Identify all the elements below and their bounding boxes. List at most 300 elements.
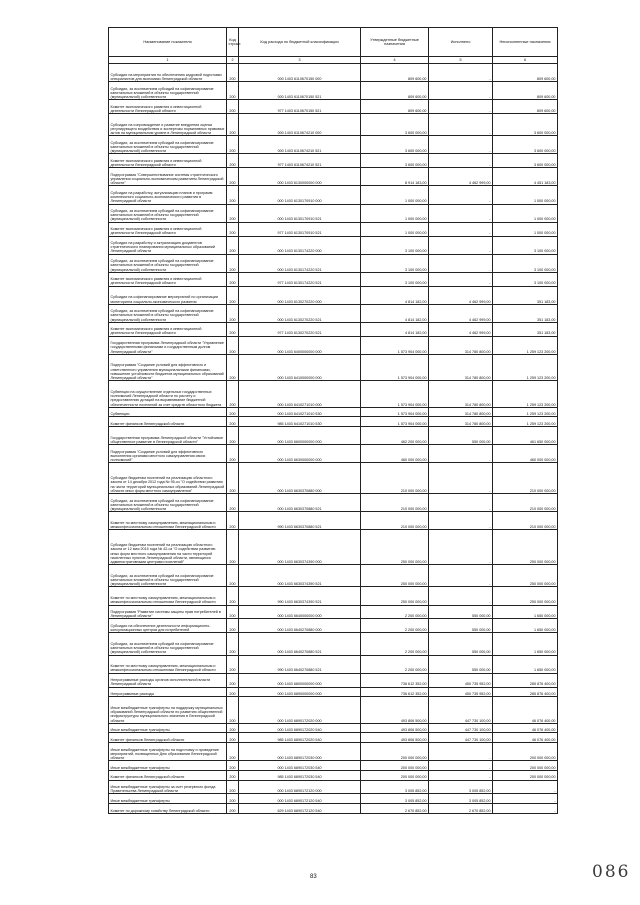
- cell-approved: 2 670 852,00: [361, 804, 429, 814]
- cell-approved: 1 573 904 000,00: [361, 407, 429, 417]
- cell-code: 000 1403 6130270220 521: [239, 304, 361, 322]
- cell-code: 977 1403 6130170910 521: [239, 222, 361, 236]
- cell-name: Комитет экономического развития и инвестиционной деятельности Ленинградской области: [109, 222, 227, 236]
- cell-code: 000 1403 6600000000 000: [239, 427, 361, 445]
- cell-approved: 3 100 000,00: [361, 236, 429, 254]
- cell-line: 200: [227, 743, 239, 761]
- column-number: 2: [227, 57, 239, 64]
- column-number: 1: [109, 57, 227, 64]
- cell-approved: 809 600,00: [361, 100, 429, 114]
- table-body: [109, 64, 558, 814]
- cell-code: 000 1403 6800000000 000: [239, 673, 361, 687]
- cell-executed: 550 000,00: [429, 633, 493, 655]
- table-row: [109, 272, 558, 286]
- cell-line: 200: [227, 761, 239, 771]
- table-row: [109, 761, 558, 771]
- column-number-row: [109, 57, 558, 64]
- cell-code: 000 1403 6110670150 000: [239, 64, 361, 82]
- cell-name: Субсидии бюджетам поселений на реализацию областного закона от 12 мая 2015 года № 42-оз "О содействии развитию иных форм местного самоуправления на части территорий населенных пунктов Ленинградской области, являющихся административными центрами поселений": [109, 530, 227, 565]
- table-row: [109, 286, 558, 304]
- table-row: [109, 304, 558, 322]
- cell-code: 000 1403 6110674210 000: [239, 114, 361, 136]
- header-name: Наименование показателя: [109, 28, 227, 57]
- cell-executed: -: [429, 136, 493, 154]
- cell-executed: 550 000,00: [429, 427, 493, 445]
- cell-line: 200: [227, 186, 239, 204]
- cell-unexecuted: 1 650 000,00: [493, 655, 558, 673]
- cell-name: Иные межбюджетные трансферты за счет резервного фонда Правительства Ленинградской области: [109, 780, 227, 794]
- cell-line: 200: [227, 733, 239, 743]
- cell-name: Комитет финансов Ленинградской области: [109, 770, 227, 780]
- cell-name: Подпрограмма "Развитие системы защиты прав потребителей в Ленинградской области": [109, 605, 227, 619]
- table-row: [109, 427, 558, 445]
- table-row: [109, 222, 558, 236]
- cell-unexecuted: 1 650 000,00: [493, 633, 558, 655]
- cell-code: 000 1403 6630370880 521: [239, 494, 361, 512]
- cell-code: 000 1403 6640270880 000: [239, 619, 361, 633]
- cell-executed: -: [429, 761, 493, 771]
- cell-name: Комитет финансов Ленинградской области: [109, 417, 227, 427]
- cell-unexecuted: 46 076 400,00: [493, 697, 558, 724]
- cell-approved: 3 600 000,00: [361, 136, 429, 154]
- cell-name: Субсидии на разработку и актуализацию документов стратегического планирования муниципальных образований Ленинградской области: [109, 236, 227, 254]
- cell-approved: 3 100 000,00: [361, 272, 429, 286]
- cell-executed: -: [429, 272, 493, 286]
- cell-executed: 450 735 952,00: [429, 673, 493, 687]
- table-row: [109, 804, 558, 814]
- table-row: [109, 236, 558, 254]
- cell-unexecuted: -: [493, 794, 558, 804]
- cell-unexecuted: 210 000 000,00: [493, 512, 558, 530]
- cell-unexecuted: 1 259 123 200,00: [493, 336, 558, 354]
- cell-unexecuted: 285 876 400,00: [493, 687, 558, 697]
- cell-unexecuted: 3 600 000,00: [493, 114, 558, 136]
- cell-name: Иные межбюджетные трансферты: [109, 761, 227, 771]
- cell-line: 200: [227, 272, 239, 286]
- cell-approved: 1 573 904 000,00: [361, 417, 429, 427]
- cell-line: 200: [227, 697, 239, 724]
- page-number: 83: [310, 874, 317, 880]
- cell-executed: 3 005 852,00: [429, 794, 493, 804]
- cell-executed: -: [429, 463, 493, 494]
- cell-code: 990 1403 6630374390 521: [239, 587, 361, 605]
- table-row: [109, 381, 558, 408]
- cell-unexecuted: 200 000 000,00: [493, 761, 558, 771]
- cell-approved: 200 000 000,00: [361, 761, 429, 771]
- cell-executed: -: [429, 82, 493, 100]
- header-approved: Утвержденные бюджетные назначения: [361, 28, 429, 57]
- table-row: [109, 82, 558, 100]
- cell-unexecuted: 1 259 123 200,00: [493, 417, 558, 427]
- cell-executed: 447 730 100,00: [429, 697, 493, 724]
- table-row: [109, 565, 558, 587]
- cell-executed: 4 462 999,00: [429, 286, 493, 304]
- cell-executed: -: [429, 565, 493, 587]
- cell-line: 200: [227, 114, 239, 136]
- cell-executed: -: [429, 154, 493, 168]
- table-row: [109, 673, 558, 687]
- cell-line: 200: [227, 587, 239, 605]
- table-row: [109, 530, 558, 565]
- cell-line: 200: [227, 407, 239, 417]
- cell-approved: 493 806 500,00: [361, 697, 429, 724]
- cell-approved: 1 000 000,00: [361, 186, 429, 204]
- cell-approved: 736 612 352,00: [361, 673, 429, 687]
- cell-unexecuted: 1 259 123 200,00: [493, 354, 558, 381]
- table-row: [109, 619, 558, 633]
- cell-unexecuted: 200 000 000,00: [493, 770, 558, 780]
- cell-line: 200: [227, 619, 239, 633]
- cell-line: 200: [227, 286, 239, 304]
- cell-approved: 4 814 182,00: [361, 286, 429, 304]
- cell-approved: 210 000 000,00: [361, 494, 429, 512]
- cell-line: 200: [227, 494, 239, 512]
- cell-approved: 2 200 000,00: [361, 605, 429, 619]
- cell-code: 000 1403 6890172030 540: [239, 761, 361, 771]
- cell-code: 990 1403 6630370880 521: [239, 512, 361, 530]
- cell-unexecuted: 809 600,00: [493, 82, 558, 100]
- table-row: [109, 322, 558, 336]
- table-row: [109, 186, 558, 204]
- table-row: [109, 354, 558, 381]
- table-row: [109, 204, 558, 222]
- cell-name: Субсидии на обеспечение деятельности информационно-консультационных центров для потребителей: [109, 619, 227, 633]
- cell-approved: 210 000 000,00: [361, 463, 429, 494]
- cell-line: 200: [227, 530, 239, 565]
- cell-code: 000 1403 6640270880 521: [239, 633, 361, 655]
- cell-executed: 4 462 999,00: [429, 168, 493, 186]
- cell-name: Комитет по местному самоуправлению, межнациональным и межконфессиональным отношениям Ленинградской области: [109, 512, 227, 530]
- cell-line: 200: [227, 236, 239, 254]
- cell-code: 000 1403 6130270220 000: [239, 286, 361, 304]
- table-row: [109, 417, 558, 427]
- cell-executed: 2 670 852,00: [429, 804, 493, 814]
- cell-code: 000 1403 6890172020 000: [239, 697, 361, 724]
- cell-executed: 3 005 852,00: [429, 780, 493, 794]
- cell-code: 000 1403 6130170910 000: [239, 186, 361, 204]
- cell-executed: -: [429, 512, 493, 530]
- cell-line: 200: [227, 673, 239, 687]
- cell-name: Иные межбюджетные трансферты: [109, 723, 227, 733]
- cell-approved: 2 200 000,00: [361, 633, 429, 655]
- cell-unexecuted: 3 600 000,00: [493, 154, 558, 168]
- cell-name: Непрограммные расходы: [109, 687, 227, 697]
- cell-executed: 314 780 800,00: [429, 407, 493, 417]
- cell-approved: 4 814 182,00: [361, 322, 429, 336]
- cell-approved: 3 005 852,00: [361, 794, 429, 804]
- cell-code: 000 1403 6630374390 000: [239, 530, 361, 565]
- cell-name: Комитет экономического развития и инвестиционной деятельности Ленинградской области: [109, 322, 227, 336]
- cell-line: 200: [227, 322, 239, 336]
- cell-name: Субсидии, за исключением субсидий на софинансирование капитальных вложений в объекты государственной (муниципальной) собственности: [109, 633, 227, 655]
- header-executed: Исполнено: [429, 28, 493, 57]
- cell-name: Подпрограмма "Совершенствование системы стратегического управления социально-экономическим развитием Ленинградской области": [109, 168, 227, 186]
- table-row: [109, 100, 558, 114]
- cell-name: Субсидии, за исключением субсидий на софинансирование капитальных вложений в объекты государственной (муниципальной) собственности: [109, 565, 227, 587]
- cell-name: Комитет экономического развития и инвестиционной деятельности Ленинградской области: [109, 100, 227, 114]
- budget-execution-table: [108, 27, 558, 814]
- cell-unexecuted: -: [493, 780, 558, 794]
- table-row: [109, 336, 558, 354]
- cell-unexecuted: 1 650 000,00: [493, 619, 558, 633]
- cell-line: 200: [227, 381, 239, 408]
- cell-executed: 314 780 800,00: [429, 417, 493, 427]
- cell-executed: 450 735 952,00: [429, 687, 493, 697]
- cell-line: 200: [227, 82, 239, 100]
- table-row: [109, 697, 558, 724]
- cell-executed: 4 462 999,00: [429, 304, 493, 322]
- cell-unexecuted: 1 000 000,00: [493, 222, 558, 236]
- cell-unexecuted: 3 100 000,00: [493, 254, 558, 272]
- cell-unexecuted: 285 876 400,00: [493, 673, 558, 687]
- cell-unexecuted: 3 600 000,00: [493, 136, 558, 154]
- column-number: 3: [239, 57, 361, 64]
- table-row: [109, 64, 558, 82]
- cell-approved: 250 000 000,00: [361, 587, 429, 605]
- cell-unexecuted: 809 600,00: [493, 100, 558, 114]
- cell-line: 200: [227, 136, 239, 154]
- cell-unexecuted: 351 183,00: [493, 322, 558, 336]
- cell-line: 200: [227, 64, 239, 82]
- cell-line: 200: [227, 354, 239, 381]
- cell-executed: -: [429, 770, 493, 780]
- cell-approved: 3 100 000,00: [361, 254, 429, 272]
- cell-unexecuted: 809 600,00: [493, 64, 558, 82]
- cell-line: 200: [227, 204, 239, 222]
- cell-line: 200: [227, 605, 239, 619]
- cell-executed: -: [429, 587, 493, 605]
- cell-name: Комитет по дорожному хозяйству Ленинградской области: [109, 804, 227, 814]
- cell-executed: -: [429, 445, 493, 463]
- cell-line: 200: [227, 336, 239, 354]
- cell-approved: 809 600,00: [361, 82, 429, 100]
- cell-unexecuted: 1 259 123 200,00: [493, 381, 558, 408]
- cell-executed: -: [429, 743, 493, 761]
- cell-unexecuted: 4 451 183,00: [493, 168, 558, 186]
- cell-code: 000 1403 6130174220 521: [239, 254, 361, 272]
- cell-unexecuted: -: [493, 804, 558, 814]
- cell-name: Субсидии, за исключением субсидий на софинансирование капитальных вложений в объекты государственной (муниципальной) собственности: [109, 304, 227, 322]
- cell-unexecuted: 210 000 000,00: [493, 463, 558, 494]
- cell-line: 200: [227, 304, 239, 322]
- cell-code: 990 1403 6640270880 521: [239, 655, 361, 673]
- table-header-row: [109, 28, 558, 57]
- cell-executed: 550 000,00: [429, 619, 493, 633]
- cell-name: Комитет финансов Ленинградской области: [109, 733, 227, 743]
- cell-approved: 1 000 000,00: [361, 204, 429, 222]
- cell-unexecuted: 351 183,00: [493, 286, 558, 304]
- cell-unexecuted: 46 076 400,00: [493, 733, 558, 743]
- table-row: [109, 655, 558, 673]
- table-row: [109, 494, 558, 512]
- cell-executed: 550 000,00: [429, 655, 493, 673]
- cell-code: 000 1403 6130174220 000: [239, 236, 361, 254]
- cell-unexecuted: 3 100 000,00: [493, 272, 558, 286]
- cell-approved: 1 573 904 000,00: [361, 336, 429, 354]
- cell-executed: -: [429, 494, 493, 512]
- cell-name: Иные межбюджетные трансферты на подготовку и проведение мероприятий, посвященных Дню образования Ленинградской области: [109, 743, 227, 761]
- cell-approved: 200 000 000,00: [361, 743, 429, 761]
- cell-code: 000 1403 6130170910 521: [239, 204, 361, 222]
- cell-line: 200: [227, 100, 239, 114]
- cell-name: Субсидии на софинансирование мероприятий по организации мониторинга социально-экономического развития: [109, 286, 227, 304]
- table-row: [109, 687, 558, 697]
- table-row: [109, 780, 558, 794]
- cell-approved: 493 806 500,00: [361, 723, 429, 733]
- cell-approved: 1 000 000,00: [361, 222, 429, 236]
- cell-code: 977 1403 6110674210 521: [239, 154, 361, 168]
- cell-code: 000 1403 6890172120 540: [239, 794, 361, 804]
- cell-approved: 4 814 182,00: [361, 304, 429, 322]
- header-line: Код строки: [227, 28, 239, 57]
- cell-approved: 210 000 000,00: [361, 512, 429, 530]
- header-code: Код расхода по бюджетной классификации: [239, 28, 361, 57]
- cell-line: 200: [227, 687, 239, 697]
- cell-name: Субсидии на разработку, актуализацию планов и программ комплексного социально-экономического развития в Ленинградской области: [109, 186, 227, 204]
- column-number: 4: [361, 57, 429, 64]
- cell-approved: 250 000 000,00: [361, 530, 429, 565]
- cell-unexecuted: 1 000 000,00: [493, 204, 558, 222]
- cell-code: 000 1403 6630370880 000: [239, 463, 361, 494]
- cell-unexecuted: 250 000 000,00: [493, 565, 558, 587]
- cell-unexecuted: 351 183,00: [493, 304, 558, 322]
- cell-line: 200: [227, 417, 239, 427]
- cell-code: 000 1403 6410000000 000: [239, 354, 361, 381]
- cell-code: 000 1403 6130000000 000: [239, 168, 361, 186]
- cell-unexecuted: 460 000 000,00: [493, 445, 558, 463]
- cell-code: 000 1403 6890172120 000: [239, 780, 361, 794]
- cell-approved: 200 000 000,00: [361, 770, 429, 780]
- cell-name: Субсидии, за исключением субсидий на софинансирование капитальных вложений в объекты государственной (муниципальной) собственности: [109, 82, 227, 100]
- header-unexecuted: Неисполненные назначения: [493, 28, 558, 57]
- cell-executed: 447 730 100,00: [429, 723, 493, 733]
- table-row: [109, 168, 558, 186]
- table-row: [109, 733, 558, 743]
- cell-code: 977 1403 6130174220 521: [239, 272, 361, 286]
- table-row: [109, 605, 558, 619]
- cell-code: 985 1403 6890172020 540: [239, 733, 361, 743]
- cell-executed: 314 780 800,00: [429, 336, 493, 354]
- table-row: [109, 723, 558, 733]
- cell-line: 200: [227, 254, 239, 272]
- cell-unexecuted: 250 000 000,00: [493, 530, 558, 565]
- cell-line: 200: [227, 222, 239, 236]
- table-row: [109, 136, 558, 154]
- cell-line: 200: [227, 633, 239, 655]
- cell-line: 200: [227, 780, 239, 794]
- cell-unexecuted: 250 000 000,00: [493, 587, 558, 605]
- cell-unexecuted: 1 000 000,00: [493, 186, 558, 204]
- cell-name: Иные межбюджетные трансферты на поддержку муниципальных образований Ленинградской области по развитию общественной инфраструктуры муниципального значения в Ленинградской области: [109, 697, 227, 724]
- cell-name: Комитет по местному самоуправлению, межнациональным и межконфессиональным отношениям Ленинградской области: [109, 587, 227, 605]
- cell-line: 200: [227, 154, 239, 168]
- cell-approved: 8 914 183,00: [361, 168, 429, 186]
- cell-name: Комитет по местному самоуправлению, межнациональным и межконфессиональным отношениям Ленинградской области: [109, 655, 227, 673]
- cell-name: Субсидии, за исключением субсидий на софинансирование капитальных вложений в объекты государственной (муниципальной) собственности: [109, 204, 227, 222]
- cell-approved: 3 005 852,00: [361, 780, 429, 794]
- cell-approved: 3 600 000,00: [361, 154, 429, 168]
- cell-line: 200: [227, 463, 239, 494]
- cell-line: 200: [227, 445, 239, 463]
- cell-executed: 4 462 999,00: [429, 322, 493, 336]
- cell-code: 985 1403 6890172030 540: [239, 770, 361, 780]
- cell-unexecuted: 3 100 000,00: [493, 236, 558, 254]
- cell-executed: 447 730 100,00: [429, 733, 493, 743]
- table-row: [109, 254, 558, 272]
- table-row: [109, 407, 558, 417]
- cell-line: 200: [227, 723, 239, 733]
- table-row: [109, 794, 558, 804]
- cell-code: 000 1403 6410271010 000: [239, 381, 361, 408]
- cell-name: Подпрограмма "Создание условий для эффективного и ответственного управления муниципальными финансами, повышение устойчивости бюджетов муниципальных образований Ленинградской области": [109, 354, 227, 381]
- cell-line: 200: [227, 512, 239, 530]
- cell-name: Иные межбюджетные трансферты: [109, 794, 227, 804]
- cell-executed: -: [429, 530, 493, 565]
- cell-code: 000 1403 6630374390 521: [239, 565, 361, 587]
- cell-code: 000 1403 6890172030 000: [239, 743, 361, 761]
- cell-line: 200: [227, 565, 239, 587]
- column-number: 5: [429, 57, 493, 64]
- cell-line: 200: [227, 794, 239, 804]
- cell-approved: 493 806 500,00: [361, 733, 429, 743]
- cell-name: Подпрограмма "Создание условий для эффективного выполнения органами местного самоуправления своих полномочий": [109, 445, 227, 463]
- cell-name: Непрограммные расходы органов исполнительной власти Ленинградской области: [109, 673, 227, 687]
- cell-code: 977 1403 6130270220 521: [239, 322, 361, 336]
- cell-line: 200: [227, 770, 239, 780]
- cell-line: 200: [227, 427, 239, 445]
- cell-executed: 314 780 800,00: [429, 354, 493, 381]
- cell-approved: 1 573 904 000,00: [361, 381, 429, 408]
- page-stamp: 086: [592, 862, 631, 882]
- cell-name: Субвенции: [109, 407, 227, 417]
- cell-unexecuted: 1 650 000,00: [493, 605, 558, 619]
- cell-name: Субсидии, за исключением субсидий на софинансирование капитальных вложений в объекты государственной (муниципальной) собственности: [109, 254, 227, 272]
- cell-unexecuted: 210 000 000,00: [493, 494, 558, 512]
- cell-executed: -: [429, 204, 493, 222]
- cell-executed: 314 780 800,00: [429, 381, 493, 408]
- cell-code: 000 1403 6890172020 540: [239, 723, 361, 733]
- cell-name: Государственная программа Ленинградской области "Устойчивое общественное развитие в Ленинградской области": [109, 427, 227, 445]
- cell-name: Субсидии, за исключением субсидий на софинансирование капитальных вложений в объекты государственной (муниципальной) собственности: [109, 136, 227, 154]
- cell-executed: -: [429, 222, 493, 236]
- cell-executed: -: [429, 236, 493, 254]
- cell-executed: 550 000,00: [429, 605, 493, 619]
- cell-approved: 3 600 000,00: [361, 114, 429, 136]
- cell-code: 000 1403 6110670150 521: [239, 82, 361, 100]
- table-row: [109, 587, 558, 605]
- cell-unexecuted: 1 259 123 200,00: [493, 407, 558, 417]
- cell-name: Субсидии на сопровождение и развитие внедрения оценки регулирующего воздействия и экспертизы нормативных правовых актов на муниципальном уровне в Ленинградской области: [109, 114, 227, 136]
- cell-unexecuted: 46 076 400,00: [493, 723, 558, 733]
- cell-unexecuted: 461 650 000,00: [493, 427, 558, 445]
- cell-approved: 1 573 904 000,00: [361, 354, 429, 381]
- cell-executed: -: [429, 186, 493, 204]
- cell-code: 000 1403 6410271010 530: [239, 407, 361, 417]
- cell-code: 000 1403 6640000000 000: [239, 605, 361, 619]
- cell-code: 000 1403 6630000000 000: [239, 445, 361, 463]
- table-row: [109, 463, 558, 494]
- table-row: [109, 770, 558, 780]
- cell-code: 000 1403 6110674210 521: [239, 136, 361, 154]
- table-row: [109, 154, 558, 168]
- cell-line: 200: [227, 804, 239, 814]
- cell-executed: -: [429, 114, 493, 136]
- column-number: 6: [493, 57, 558, 64]
- cell-executed: -: [429, 100, 493, 114]
- cell-approved: 736 612 352,00: [361, 687, 429, 697]
- cell-approved: 2 200 000,00: [361, 655, 429, 673]
- cell-name: Государственная программа Ленинградской области "Управление государственными финансами и государственным долгом Ленинградской области": [109, 336, 227, 354]
